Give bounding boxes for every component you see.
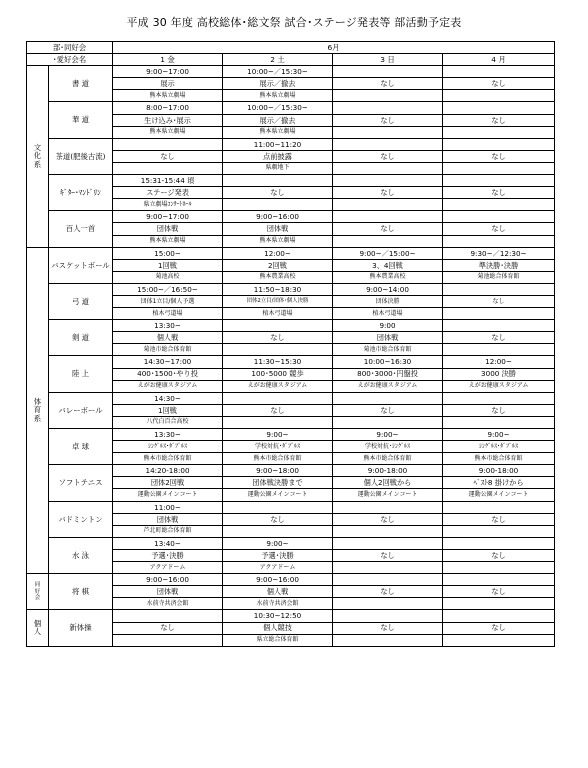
schedule-cell: なし: [223, 404, 333, 416]
schedule-cell: なし: [443, 586, 555, 598]
schedule-cell: 9:00~16:00: [223, 211, 333, 223]
schedule-cell: 八代白百合高校: [113, 416, 223, 428]
schedule-cell: 9:00: [333, 320, 443, 332]
schedule-cell: 予選･決勝: [113, 549, 223, 561]
schedule-cell: [333, 574, 443, 586]
schedule-cell: 運動公園メインコート: [223, 489, 333, 501]
schedule-cell: 9:00~16:00: [113, 574, 223, 586]
club-name: 陸 上: [49, 356, 113, 392]
schedule-cell: 菊池市総合体育館: [113, 344, 223, 356]
schedule-cell: [333, 562, 443, 574]
schedule-cell: 団体決勝: [333, 295, 443, 307]
table-row: [27, 392, 555, 404]
schedule-cell: なし: [223, 187, 333, 199]
table-row: [27, 610, 555, 622]
club-name: 将 棋: [49, 574, 113, 610]
schedule-cell: 熊本県立劇場: [113, 235, 223, 247]
schedule-cell: 14:20-18:00: [113, 465, 223, 477]
schedule-cell: 14:30~: [113, 392, 223, 404]
schedule-cell: 個人戦: [223, 586, 333, 598]
schedule-cell: 9:00~: [333, 429, 443, 441]
schedule-cell: 準決勝･決勝: [443, 259, 555, 271]
schedule-cell: [333, 610, 443, 622]
schedule-cell: 9:00~: [223, 429, 333, 441]
schedule-cell: 運動公園メインコート: [333, 489, 443, 501]
schedule-cell: なし: [113, 622, 223, 634]
schedule-cell: [443, 308, 555, 320]
schedule-cell: [333, 598, 443, 610]
schedule-cell: ステージ発表: [113, 187, 223, 199]
club-name: バスケットボール: [49, 247, 113, 283]
schedule-cell: なし: [443, 150, 555, 162]
schedule-cell: [443, 211, 555, 223]
schedule-cell: 水前寺共済会館: [113, 598, 223, 610]
schedule-cell: [443, 525, 555, 537]
table-row: [27, 66, 555, 78]
category-doukoukai: 同 好 会: [27, 574, 49, 610]
day-3: 3 日: [333, 54, 443, 66]
schedule-cell: [443, 235, 555, 247]
club-name: 水 泳: [49, 537, 113, 573]
schedule-cell: [223, 416, 333, 428]
schedule-cell: [333, 634, 443, 646]
schedule-cell: [113, 610, 223, 622]
schedule-cell: [443, 416, 555, 428]
schedule-cell: [443, 90, 555, 102]
schedule-cell: [443, 574, 555, 586]
club-name: 剣 道: [49, 320, 113, 356]
schedule-cell: 熊本県立劇場: [113, 90, 223, 102]
table-row: [27, 501, 555, 513]
schedule-cell: なし: [113, 150, 223, 162]
schedule-cell: えがお健康スタジアム: [333, 380, 443, 392]
schedule-table: [26, 41, 555, 647]
schedule-cell: 団体2立目/団体･個人決勝: [223, 295, 333, 307]
schedule-cell: 熊本農業高校: [333, 271, 443, 283]
schedule-cell: 10:00~／15:30~: [223, 102, 333, 114]
schedule-cell: 点前披露: [223, 150, 333, 162]
club-name: 卓 球: [49, 429, 113, 465]
schedule-cell: えがお健康スタジアム: [113, 380, 223, 392]
table-row: [27, 429, 555, 441]
schedule-cell: [333, 138, 443, 150]
schedule-cell: 11:00~: [113, 501, 223, 513]
table-row: [27, 283, 555, 295]
schedule-cell: なし: [333, 223, 443, 235]
header-row-2: [27, 54, 555, 66]
schedule-cell: [113, 138, 223, 150]
schedule-cell: [333, 501, 443, 513]
schedule-cell: 3000 決勝: [443, 368, 555, 380]
schedule-cell: [333, 175, 443, 187]
table-row: [27, 574, 555, 586]
schedule-cell: なし: [443, 114, 555, 126]
schedule-cell: えがお健康スタジアム: [223, 380, 333, 392]
schedule-cell: [333, 162, 443, 174]
club-name: ｷﾞﾀｰ･ﾏﾝﾄﾞﾘﾝ: [49, 175, 113, 211]
schedule-cell: 熊本市総合体育館: [223, 453, 333, 465]
schedule-cell: なし: [443, 187, 555, 199]
schedule-cell: 熊本県立劇場: [223, 90, 333, 102]
schedule-cell: 団体戦: [113, 513, 223, 525]
day-1: 1 金: [113, 54, 223, 66]
club-name: 弓 道: [49, 283, 113, 319]
schedule-cell: ｼﾝｸﾞﾙｽ･ﾀﾞﾌﾞﾙｽ: [443, 441, 555, 453]
schedule-cell: 水前寺共済会館: [223, 598, 333, 610]
table-row: [27, 247, 555, 259]
schedule-cell: 県立劇場ｺﾝｻｰﾄﾎｰﾙ: [113, 199, 223, 211]
schedule-cell: [333, 102, 443, 114]
month-label: 6月: [113, 42, 555, 54]
club-name: バレーボール: [49, 392, 113, 428]
schedule-cell: 個人競技: [223, 622, 333, 634]
schedule-cell: なし: [333, 187, 443, 199]
schedule-cell: 14:30~17:00: [113, 356, 223, 368]
schedule-cell: 熊本県立劇場: [223, 235, 333, 247]
schedule-cell: なし: [223, 332, 333, 344]
schedule-cell: 9:00~／15:00~: [333, 247, 443, 259]
schedule-cell: [223, 392, 333, 404]
schedule-cell: [443, 562, 555, 574]
schedule-cell: [333, 525, 443, 537]
category-culture: 文 化 系: [27, 66, 49, 247]
schedule-cell: 熊本県立劇場: [223, 126, 333, 138]
schedule-cell: 菊池市総合体育館: [333, 344, 443, 356]
schedule-cell: [443, 66, 555, 78]
schedule-cell: 予選･決勝: [223, 549, 333, 561]
schedule-cell: [223, 175, 333, 187]
schedule-cell: 運動公園メインコート: [443, 489, 555, 501]
schedule-cell: なし: [223, 513, 333, 525]
schedule-cell: なし: [333, 404, 443, 416]
club-name: 新体操: [49, 610, 113, 646]
schedule-cell: [443, 102, 555, 114]
schedule-cell: [443, 392, 555, 404]
table-row: [27, 102, 555, 114]
schedule-cell: [223, 525, 333, 537]
club-name: 茶道(肥後古流): [49, 138, 113, 174]
schedule-cell: [113, 162, 223, 174]
schedule-cell: 芦北町総合体育館: [113, 525, 223, 537]
schedule-cell: [443, 283, 555, 295]
schedule-cell: [333, 211, 443, 223]
schedule-cell: 熊本市総合体育館: [333, 453, 443, 465]
schedule-cell: 9:00-18:00: [333, 465, 443, 477]
schedule-cell: [443, 126, 555, 138]
category-sports: 体 育 系: [27, 247, 49, 574]
schedule-cell: [333, 537, 443, 549]
table-row: [27, 175, 555, 187]
schedule-cell: [443, 610, 555, 622]
schedule-cell: ﾍﾞｽﾄ8 掛けから: [443, 477, 555, 489]
schedule-cell: [333, 392, 443, 404]
schedule-cell: [223, 344, 333, 356]
schedule-cell: なし: [443, 223, 555, 235]
schedule-cell: 植木弓道場: [333, 308, 443, 320]
schedule-cell: 団体戦: [113, 223, 223, 235]
schedule-cell: 10:30~12:50: [223, 610, 333, 622]
schedule-cell: 団体1立目/個人予選: [113, 295, 223, 307]
category-individual: 個 人: [27, 610, 49, 646]
schedule-cell: 11:00~11:20: [223, 138, 333, 150]
schedule-cell: 学校対抗･ｼﾝｸﾞﾙｽ: [333, 441, 443, 453]
schedule-cell: アクアドーム: [223, 562, 333, 574]
table-row: [27, 356, 555, 368]
schedule-cell: 学校対抗･ﾀﾞﾌﾞﾙｽ: [223, 441, 333, 453]
schedule-cell: [223, 199, 333, 211]
schedule-cell: 12:00~: [223, 247, 333, 259]
schedule-cell: なし: [443, 332, 555, 344]
schedule-cell: [333, 416, 443, 428]
schedule-cell: [443, 537, 555, 549]
schedule-cell: 1回戦: [113, 259, 223, 271]
schedule-cell: えがお健康スタジアム: [443, 380, 555, 392]
schedule-cell: 団体戦: [223, 223, 333, 235]
schedule-cell: なし: [333, 150, 443, 162]
schedule-cell: [443, 344, 555, 356]
schedule-cell: 熊本市総合体育館: [113, 453, 223, 465]
schedule-cell: [443, 634, 555, 646]
schedule-cell: アクアドーム: [113, 562, 223, 574]
schedule-cell: 県劇地下: [223, 162, 333, 174]
schedule-cell: 9:00-18:00: [443, 465, 555, 477]
schedule-cell: 9:00~: [223, 537, 333, 549]
schedule-cell: 菊池高校: [113, 271, 223, 283]
schedule-cell: 団体戦: [113, 586, 223, 598]
schedule-cell: 展示: [113, 78, 223, 90]
schedule-cell: なし: [443, 295, 555, 307]
schedule-cell: なし: [333, 114, 443, 126]
schedule-cell: [333, 199, 443, 211]
schedule-cell: なし: [443, 513, 555, 525]
schedule-cell: 9:00~17:00: [113, 211, 223, 223]
schedule-cell: 13:30~: [113, 320, 223, 332]
schedule-cell: なし: [333, 622, 443, 634]
schedule-cell: 800･3000･円盤投: [333, 368, 443, 380]
table-row: [27, 138, 555, 150]
schedule-cell: 熊本市総合体育館: [443, 453, 555, 465]
schedule-cell: なし: [443, 622, 555, 634]
schedule-cell: 生け込み･展示: [113, 114, 223, 126]
schedule-cell: 3、4回戦: [333, 259, 443, 271]
schedule-cell: 9:00~16:00: [223, 574, 333, 586]
schedule-cell: 団体戦決勝まで: [223, 477, 333, 489]
schedule-cell: [443, 162, 555, 174]
schedule-cell: [443, 138, 555, 150]
schedule-cell: 12:00~: [443, 356, 555, 368]
schedule-cell: 熊本農業高校: [223, 271, 333, 283]
table-row: [27, 465, 555, 477]
schedule-cell: 9:30~／12:30~: [443, 247, 555, 259]
schedule-cell: 2回戦: [223, 259, 333, 271]
schedule-cell: 1回戦: [113, 404, 223, 416]
schedule-cell: [333, 90, 443, 102]
schedule-cell: なし: [333, 78, 443, 90]
schedule-cell: 11:30~15:30: [223, 356, 333, 368]
schedule-cell: [443, 175, 555, 187]
schedule-cell: 9:00~17:00: [113, 66, 223, 78]
schedule-cell: 個人戦: [113, 332, 223, 344]
schedule-cell: 展示／撤去: [223, 114, 333, 126]
header-row-1: [27, 42, 555, 54]
schedule-cell: 100･5000 競歩: [223, 368, 333, 380]
schedule-cell: なし: [333, 513, 443, 525]
day-2: 2 土: [223, 54, 333, 66]
club-name: ソフトテニス: [49, 465, 113, 501]
page-title: 平成 30 年度 高校総体･総文祭 試合･ステージ発表等 部活動予定表: [126, 16, 462, 29]
club-name: バドミントン: [49, 501, 113, 537]
schedule-cell: [113, 634, 223, 646]
schedule-cell: 8:00~17:00: [113, 102, 223, 114]
schedule-cell: [443, 598, 555, 610]
schedule-cell: 個人2回戦から: [333, 477, 443, 489]
schedule-cell: 植木弓道場: [223, 308, 333, 320]
schedule-cell: 13:30~: [113, 429, 223, 441]
schedule-cell: 15:00~／16:50~: [113, 283, 223, 295]
schedule-cell: 9:00~14:00: [333, 283, 443, 295]
schedule-cell: 団体戦: [333, 332, 443, 344]
schedule-cell: 展示／撤去: [223, 78, 333, 90]
schedule-cell: [443, 501, 555, 513]
club-label-1: 部･同好会: [27, 42, 113, 54]
schedule-cell: 10:00~／15:30~: [223, 66, 333, 78]
schedule-cell: なし: [443, 78, 555, 90]
schedule-cell: [333, 66, 443, 78]
schedule-cell: 9:00~18:00: [223, 465, 333, 477]
schedule-cell: 15:00~: [113, 247, 223, 259]
schedule-cell: なし: [443, 549, 555, 561]
schedule-cell: [333, 235, 443, 247]
club-name: 華 道: [49, 102, 113, 138]
table-row: [27, 211, 555, 223]
schedule-cell: 菊池総合体育館: [443, 271, 555, 283]
schedule-cell: 400･1500･やり投: [113, 368, 223, 380]
table-row: [27, 320, 555, 332]
club-name: 百人一首: [49, 211, 113, 247]
schedule-cell: 15:31-15:44 頃: [113, 175, 223, 187]
schedule-cell: [223, 501, 333, 513]
schedule-cell: ｼﾝｸﾞﾙｽ･ﾀﾞﾌﾞﾙｽ: [113, 441, 223, 453]
schedule-cell: [443, 199, 555, 211]
schedule-cell: なし: [333, 586, 443, 598]
schedule-cell: 9:00~: [443, 429, 555, 441]
schedule-cell: 11:50~18:30: [223, 283, 333, 295]
schedule-cell: 13:40~: [113, 537, 223, 549]
schedule-cell: [223, 320, 333, 332]
day-4: 4 月: [443, 54, 555, 66]
club-label-2: ･愛好会名: [27, 54, 113, 66]
schedule-cell: 県立総合体育館: [223, 634, 333, 646]
schedule-cell: [333, 126, 443, 138]
schedule-cell: 熊本県立劇場: [113, 126, 223, 138]
schedule-cell: なし: [443, 404, 555, 416]
schedule-cell: 植木弓道場: [113, 308, 223, 320]
schedule-cell: [443, 320, 555, 332]
club-name: 書 道: [49, 66, 113, 102]
schedule-cell: 団体2回戦: [113, 477, 223, 489]
table-row: [27, 537, 555, 549]
schedule-cell: 運動公園メインコート: [113, 489, 223, 501]
schedule-cell: なし: [333, 549, 443, 561]
schedule-cell: 10:00~16:30: [333, 356, 443, 368]
